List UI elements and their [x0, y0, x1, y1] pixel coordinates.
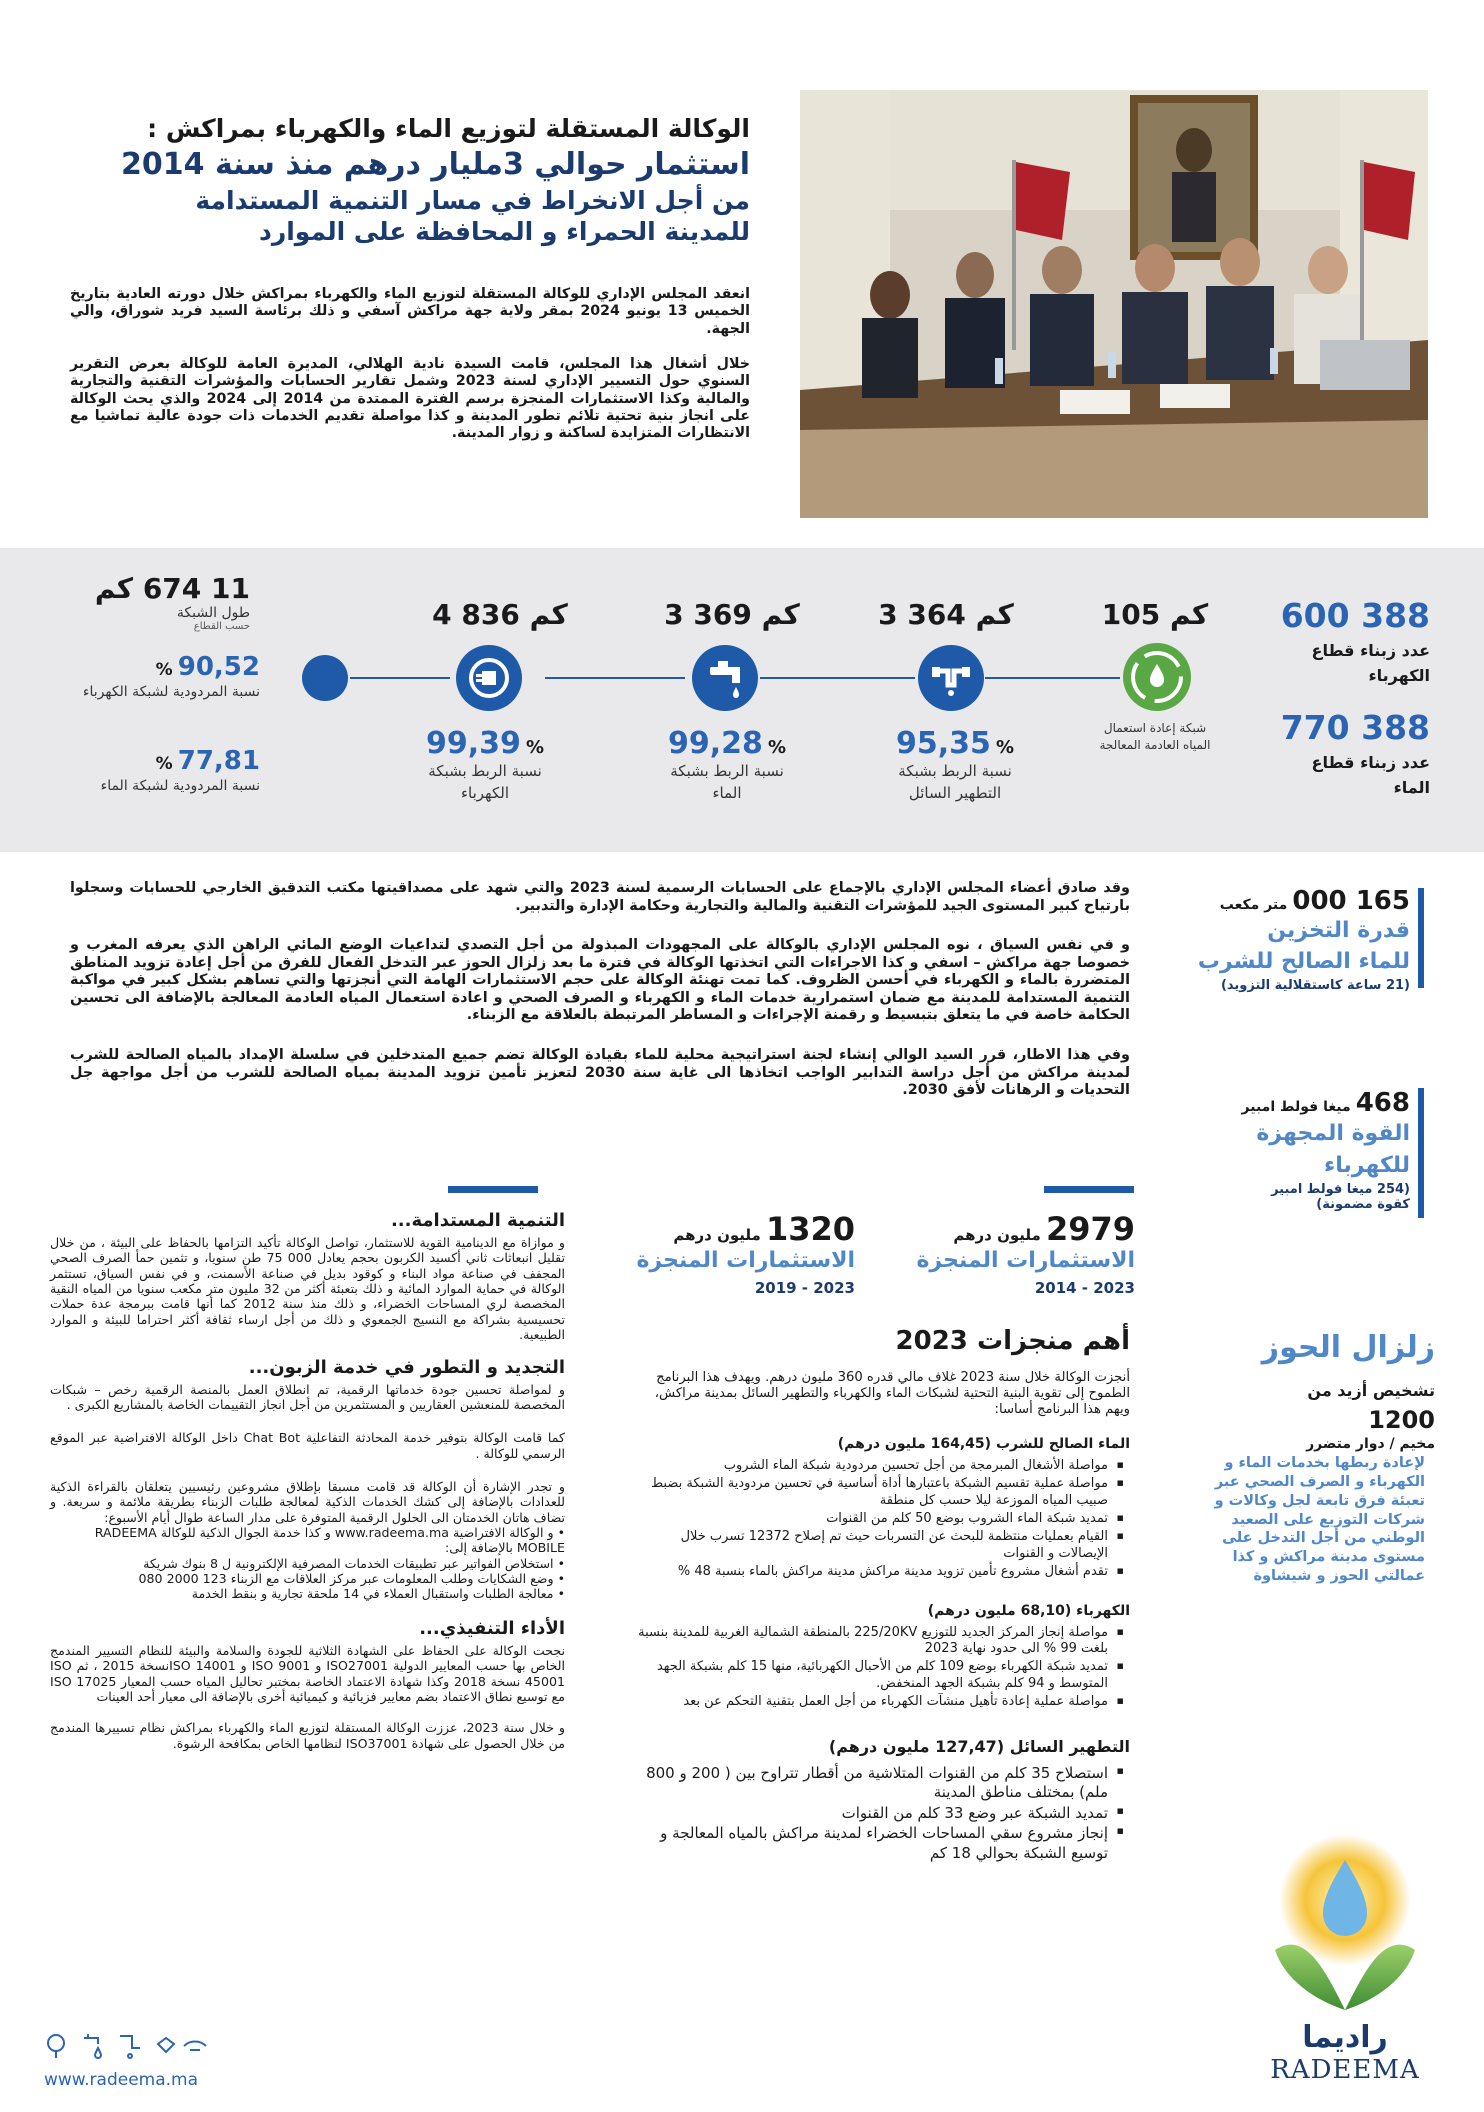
investment-2-number: 1320 [765, 1210, 855, 1248]
list-item: ▪ مواصلة الأشغال المبرمجة من أجل تحسين مردودية شبكة الماء الشروب [630, 1458, 1124, 1475]
performance-title: الأداء التنفيذي... [419, 1617, 565, 1639]
header-line-2: استثمار حوالي 3مليار درهم منذ سنة 2014 [121, 147, 750, 182]
water-recycle-icon [1122, 642, 1192, 712]
logo-latin-text: RADEEMA [1270, 2055, 1420, 2085]
list-item: • استخلاص الفواتير عبر تطبيقات الخدمات المصرفية الإلكترونية ل 8 بنوك شريكة [143, 1555, 565, 1571]
water-section-title: الماء الصالح للشرب (164,45 مليون درهم) [837, 1436, 1130, 1453]
sanitation-pipe-icon [918, 645, 984, 711]
water-tap-icon [692, 645, 758, 711]
sanitation-rate-label [880, 761, 1030, 805]
list-item: ▪ تمديد الشبكة عبر وضع 33 كلم من القنوات [630, 1804, 1124, 1824]
intro-text [70, 286, 750, 461]
electricity-section-title: الكهرباء (68,10 مليون درهم) [927, 1602, 1130, 1619]
network-length-value: 11 674 كم [94, 572, 250, 605]
council-paragraph-1: وقد صادق أعضاء المجلس الإداري بالإجماع على الحسابات الرسمية لسنة 2023 والتي شهد على مصداقيتها مكتب التدقيق الخارجي للحسابات وسجلوا بارتياح كبير المستوى الجيد للمؤشرات التقنية والمالية والتجارية وحكامة الإدارة والتدبير. [70, 880, 1130, 914]
radeema-logo [1245, 1830, 1445, 2100]
customer-service-p2: كما قامت الوكالة بتوفير خدمة المحادثة التفاعلية Chat Bot داخل الوكالة الافتراضية عبر الموقع الرسمي للوكالة . [50, 1430, 566, 1461]
earthquake-title: زلزال الحوز [1261, 1330, 1435, 1365]
water-label-line-2: الماء [712, 783, 742, 802]
investment-1-label: الاستثمارات المنجزة [916, 1248, 1135, 1273]
electricity-label-line-2: الكهرباء [460, 783, 509, 802]
network-length [60, 572, 250, 632]
percent-sign: % [525, 737, 545, 758]
water-rate-label [652, 761, 802, 805]
sustainability-text: و موازاة مع الدينامية القوية للاستثمار، تواصل الوكالة تأكيد التزامها بالحفاظ على البيئة ، من خلال تقليل انبعاثات ثاني أكسيد الكربون بحجم يعادل 000 75 طن سنويا، و تثمين حمأ الصرف الصحي المجفف في صناعة مواد البناء و كوقود بديل في صناعة الأسمنت، و في نفس السياق، تستثمر الوكالة في حماية الموارد المائية و ذلك بتعبئة أكثر من 32 مليون متر مكعب سنويا من المياه النقية المخصصة لري المساحات الخضراء، و ذلك منذ سنة 2012 كما أنها قامت ببرمجة عدة حملات تحسيسية بشراكة مع النسيج الجمعوي و ذلك من أجل ارساء ثقافة أكثر احتراما للبيئة و الموارد الطبيعية. [50, 1235, 565, 1343]
percent-sign: % [767, 737, 787, 758]
list-item: ▪ استصلاح 35 كلم من القنوات المتلاشية من أقطار تتراوح بين ( 200 و 800 ملم) بمختلف مناطق المدينة [630, 1764, 1124, 1803]
electricity-yield [60, 652, 260, 703]
storage-label-1: قدرة التخزين [1267, 918, 1410, 943]
clients-water-number: 388 770 [1280, 708, 1430, 747]
intro-paragraph-1: انعقد المجلس الإداري للوكالة المستقلة لتوزيع الماء والكهرباء بمراكش خلال دورته العادية بتاريخ الخميس 13 يونيو 2024 بمقر ولاية جهة مراكش آسفي و ذلك برئاسة السيد فريد شوراق، والي الجهة. [70, 286, 751, 337]
earthquake-line-3: لإعادة ربطها بخدمات الماء و الكهرباء و الصرف الصحي عبر تعبئة فرق تابعة لجل وكالات و شركات التوزيع على الصعيد الوطني من أجل التدخل على مستوى مدينة مراكش و كذا عمالتي الحوز و شيشاوة [1214, 1455, 1425, 1585]
clients-electricity [1280, 596, 1430, 689]
reuse-label [1080, 720, 1230, 755]
timeline-line [760, 677, 915, 679]
digital-services-list [50, 1525, 565, 1602]
water-label-line-1: نسبة الربط بشبكة [670, 762, 784, 780]
left-accent-bar [448, 1186, 538, 1193]
header-line-3: من أجل الانخراط في مسار التنمية المستدامة [195, 186, 750, 215]
clients-electricity-label: عدد زبناء قطاع الكهرباء [1311, 641, 1430, 685]
clients-water [1280, 708, 1430, 801]
storage-unit: متر مكعب [1219, 897, 1288, 913]
electricity-rate-label [410, 761, 560, 805]
electricity-pct-value: 99,39 [425, 726, 521, 761]
water-yield-value: 77,81 [177, 746, 260, 776]
power-note-2: كقوة مضمونة) [1316, 1196, 1410, 1212]
list-item: • و الوكالة الافتراضية www.radeema.ma و كذا خدمة الجوال الذكية للوكالة RADEEMA MOBILE بالإضافة إلى: [94, 1525, 565, 1556]
water-connection-rate [652, 726, 802, 805]
reuse-label-line-2: المياه العادمة المعالجة [1099, 738, 1211, 753]
sustainability-title: التنمية المستدامة... [390, 1210, 565, 1231]
list-item: ▪ إنجاز مشروع سقي المساحات الخضراء لمدينة مراكش بالمياه المعالجة و توسيع الشبكة بحوالي 18 كم [630, 1824, 1124, 1863]
haouz-earthquake [1180, 1330, 1435, 1586]
council-paragraph-3: وفي هذا الاطار، قرر السيد الوالي إنشاء لجنة استراتيجية محلية للماء بقيادة الوكالة تضم جميع المتدخلين في سلسلة الإمداد بالمياه الصالحة للشرب لمدينة مراكش من أجل دراسة التدابير الواجب اتخاذها الى غاية سنة 2030 لتعزيز تأمين تزويد المدينة بمياه الصالحة للشرب من أجل مواجهة جل التحديات و الرهانات لأفق 2030. [70, 1046, 1130, 1099]
list-item: • معالجة الطلبات واستقبال العملاء في 14 ملحقة تجارية و بنقط الخدمة [191, 1586, 565, 1602]
achievements-title: أهم منجزات 2023 [895, 1326, 1130, 1356]
sanitation-pct-value: 95,35 [895, 726, 991, 761]
investment-2-period: 2023 - 2019 [754, 1279, 855, 1297]
water-achievements-list [630, 1458, 1130, 1580]
electric-plug-icon [456, 645, 522, 711]
clients-electricity-number: 388 600 [1280, 596, 1430, 635]
list-item: ▪ مواصلة عملية تقسيم الشبكة باعتبارها أداة أساسية في تحسين مردودية الشبكة بضبط صبيب المياه الموزعة ليلا حسب كل منطقة [630, 1476, 1124, 1510]
storage-label-2: للماء الصالح للشرب [1197, 948, 1410, 974]
radeema-logo-icon [1245, 1830, 1445, 2020]
website-link[interactable]: www.radeema.ma [44, 2070, 199, 2090]
customer-service-p1: و لمواصلة تحسين جودة خدماتها الرقمية، تم انطلاق العمل بالمنصة الرقمية رخص – شبكات المخصصة للمنعشين العقاريين و المستثمرين من أجل انجاز التقييمات الخاصة بالمشاريع الكبرى . [50, 1381, 565, 1412]
council-paragraph-2: و في نفس السياق ، نوه المجلس الإداري بالوكالة على المجهودات المبذولة من أجل التصدي لتداعيات الوضع المائي الراهن الذي يعرفه المغرب و خصوصا جهة مراكش – اسفي و كذا الاجراءات التي اتخذتها الوكالة في فترة ما بعد زلزال الحوز عبر التدخل الفعال للفرق من أجل إعادة تزويد المناطق المتضررة بالماء و الكهرباء في أحسن الظروف. كما تمت تهنئة الوكالة على حجم الاستثمارات الهامة التي أنجزتها والتي تساهم بشكل كبير في مواكبة التنمية المستدامة للمدينة مع ضمان استمرارية خدمات الماء و الكهرباء و الصرف الصحي و اعادة استعمال المياه العادمة المعالجة بالإضافة الى تحسين الحكامة خاصة في ما يتعلق بتبسيط و رقمنة الإجراءات و المساطر المرتبطة بالعلاقة مع الزبناء. [70, 937, 1130, 1024]
intro-paragraph-2: خلال أشغال هذا المجلس، قامت السيدة نادية الهلالي، المديرة العامة للوكالة بعرض التقرير السنوي حول التسيير الإداري لسنة 2023 وشمل تقارير الحسابات والمؤشرات التقنية والتجارية والمالية وكذا الاستثمارات المنجزة برسم الفترة الممتدة من 2014 إلى 2024 والذي يحث الوكالة على انجاز بنية تحتية تلائم تطور المدينة و كذا مواصلة تقديم الخدمات ذات جودة عالية تماشيا مع الانتظارات المتزايدة لساكنة و زوار المدينة. [70, 355, 750, 442]
earthquake-number: 1200 [1368, 1406, 1435, 1434]
storage-capacity [1190, 886, 1410, 993]
sanitation-achievements-list [630, 1764, 1130, 1864]
list-item: ▪ تمديد شبكة الكهرباء بوضع 109 كلم من الأحبال الكهربائية، منها 15 كلم بشبكة الجهد المتوسط و 94 كلم بشبكة الجهد المنخفض. [630, 1659, 1124, 1693]
logo-arabic-text: راديما [1302, 2020, 1388, 2055]
investment-2-unit: مليون درهم [673, 1226, 761, 1244]
percent-sign: % [155, 754, 173, 774]
clients-water-label: عدد زبناء قطاع الماء [1311, 753, 1430, 797]
investment-1-unit: مليون درهم [953, 1226, 1041, 1244]
list-item: ▪ تقدم أشغال مشروع تأمين تزويد مدينة مراكش مدينة مراكش بالماء بنسبة 48 % [630, 1564, 1124, 1581]
power-number: 468 [1355, 1088, 1410, 1118]
council-text [70, 880, 1130, 1100]
power-unit: ميغا فولط امبير [1241, 1099, 1351, 1115]
power-note-1: (254 ميغا فولط امبير [1271, 1181, 1410, 1197]
electricity-yield-value: 90,52 [177, 652, 260, 682]
header-title [60, 114, 750, 246]
header-line-4: للمدينة الحمراء و المحافظة على الموارد [258, 217, 750, 246]
timeline-line [350, 677, 450, 679]
timeline-dot [302, 655, 348, 701]
investment-1-number: 2979 [1045, 1210, 1135, 1248]
network-length-sub: حسب القطاع [193, 621, 250, 632]
installed-power [1190, 1088, 1410, 1212]
power-accent-bar [1418, 1088, 1424, 1218]
list-item: ▪ القيام بعمليات منتظمة للبحث عن التسربات حيث تم إصلاح 12372 تسرب خلال الإيصالات و القنوات [630, 1529, 1124, 1563]
electricity-yield-label: نسبة المردودية لشبكة الكهرباء [82, 684, 260, 700]
left-column [50, 1210, 565, 1751]
timeline-line [545, 677, 685, 679]
customer-service-title: التجديد و التطور في خدمة الزبون... [248, 1356, 565, 1378]
sanitation-section-title: التطهير السائل (127,47 مليون درهم) [828, 1736, 1130, 1756]
timeline-line [985, 677, 1120, 679]
footer-icons [44, 2030, 214, 2062]
earthquake-line-2: مخيم / دوار متضرر [1306, 1436, 1435, 1452]
electricity-achievements-list [630, 1625, 1130, 1711]
investment-2014-2023 [900, 1210, 1135, 1297]
percent-sign: % [155, 660, 173, 680]
sanitation-network-km: 3 364 كم [878, 598, 1014, 631]
investment-1-period: 2023 - 2014 [1034, 1279, 1135, 1297]
reuse-network-km: 105 كم [1101, 598, 1209, 631]
storage-note: (21 ساعة كاستقلالية التزويد) [1220, 977, 1410, 993]
customer-service-p3: و تجدر الإشارة أن الوكالة قد قامت مسبقا بإطلاق مشروعين رئيسيين يتعلقان بالقراءة الذكية للعدادات بالإضافة إلى كشك الخدمات الذكية لمعالجة طلبات الزبناء بطريقة ملائمة و سريعة. و تضاف هاتان الخدمتان الى الحلول الرقمية المتوفرة على مدار الساعة طوال أيام الأسبوع: [50, 1478, 565, 1525]
storage-number: 165 000 [1292, 886, 1410, 916]
percent-sign: % [995, 737, 1015, 758]
power-label-1: القوة المجهزة [1256, 1121, 1410, 1146]
performance-p1: نجحت الوكالة على الحفاظ على الشهادة الثلاثية للجودة والسلامة والبيئة للنظام التسيير المندمج الخاص بها حسب المعايير الدولية ISO27001 و ISO 9001 و ISO 14001نسخة 2015 ، ثم ISO 45001 نسخة 2018 وكذا شهادة الاعتماد الخاصة بمختبر تحاليل المياه حسب المعيار ISO 17025 مع توسيع نطاق الاعتماد بضم معايير فزيائية و كيميائية أخرى بالإضافة الى معيار أحد العينات [50, 1642, 566, 1704]
investment-2019-2023 [620, 1210, 855, 1297]
earthquake-line-1: تشخيص أزيد من [1307, 1381, 1435, 1400]
header-line-1: الوكالة المستقلة لتوزيع الماء والكهرباء بمراكش : [147, 114, 750, 143]
network-length-label: طول الشبكة [176, 605, 250, 621]
sanitation-label-line-2: التطهير السائل [908, 783, 1002, 802]
electricity-network-km: 4 836 كم [432, 598, 568, 631]
achievements-intro: أنجزت الوكالة خلال سنة 2023 غلاف مالي قدره 360 مليون درهم. ويهدف هذا البرنامج الطموح إلى تقوية البنية التحتية لشبكات الماء والكهرباء والتطهير السائل بمدينة مراكش، ويهم هذا البرنامج أساسا: [654, 1370, 1130, 1418]
achievements-2023 [630, 1326, 1130, 1864]
water-yield-label: نسبة المردودية لشبكة الماء [100, 778, 260, 794]
board-meeting-photo [800, 90, 1428, 518]
sanitation-connection-rate [880, 726, 1030, 805]
water-pct-value: 99,28 [667, 726, 763, 761]
list-item: ▪ مواصلة إنجاز المركز الجديد للتوزيع 225/20KV بالمنطقة الشمالية الغربية للمدينة بنسبة بلغت 99 % الى حدود نهاية 2023 [630, 1625, 1124, 1659]
investment-2-label: الاستثمارات المنجزة [636, 1248, 855, 1273]
sanitation-label-line-1: نسبة الربط بشبكة [898, 762, 1012, 780]
storage-accent-bar [1418, 888, 1424, 988]
list-item: • وضع الشكايات وطلب المعلومات عبر مركز العلاقات مع الزبناء 123 2000 080 [138, 1571, 565, 1587]
invest-accent-bar [1044, 1186, 1134, 1193]
water-yield [60, 746, 260, 797]
electricity-label-line-1: نسبة الربط بشبكة [428, 762, 542, 780]
list-item: ▪ مواصلة عملية إعادة تأهيل منشآت الكهرباء من أجل العمل بتقنية التحكم عن بعد [630, 1694, 1124, 1711]
performance-p2: و خلال سنة 2023، عززت الوكالة المستقلة لتوزيع الماء والكهرباء بمراكش نظام تسييرها المندمج من خلال الحصول على شهادة ISO37001 لنظامها الخاص بمكافحة الرشوة. [50, 1720, 565, 1751]
electricity-connection-rate [410, 726, 560, 805]
list-item: ▪ تمديد شبكة الماء الشروب بوضع 50 كلم من القنوات [630, 1511, 1124, 1528]
reuse-label-line-1: شبكة إعادة استعمال [1103, 721, 1207, 735]
power-label-2: للكهرباء [1323, 1152, 1410, 1178]
water-network-km: 3 369 كم [664, 598, 800, 631]
